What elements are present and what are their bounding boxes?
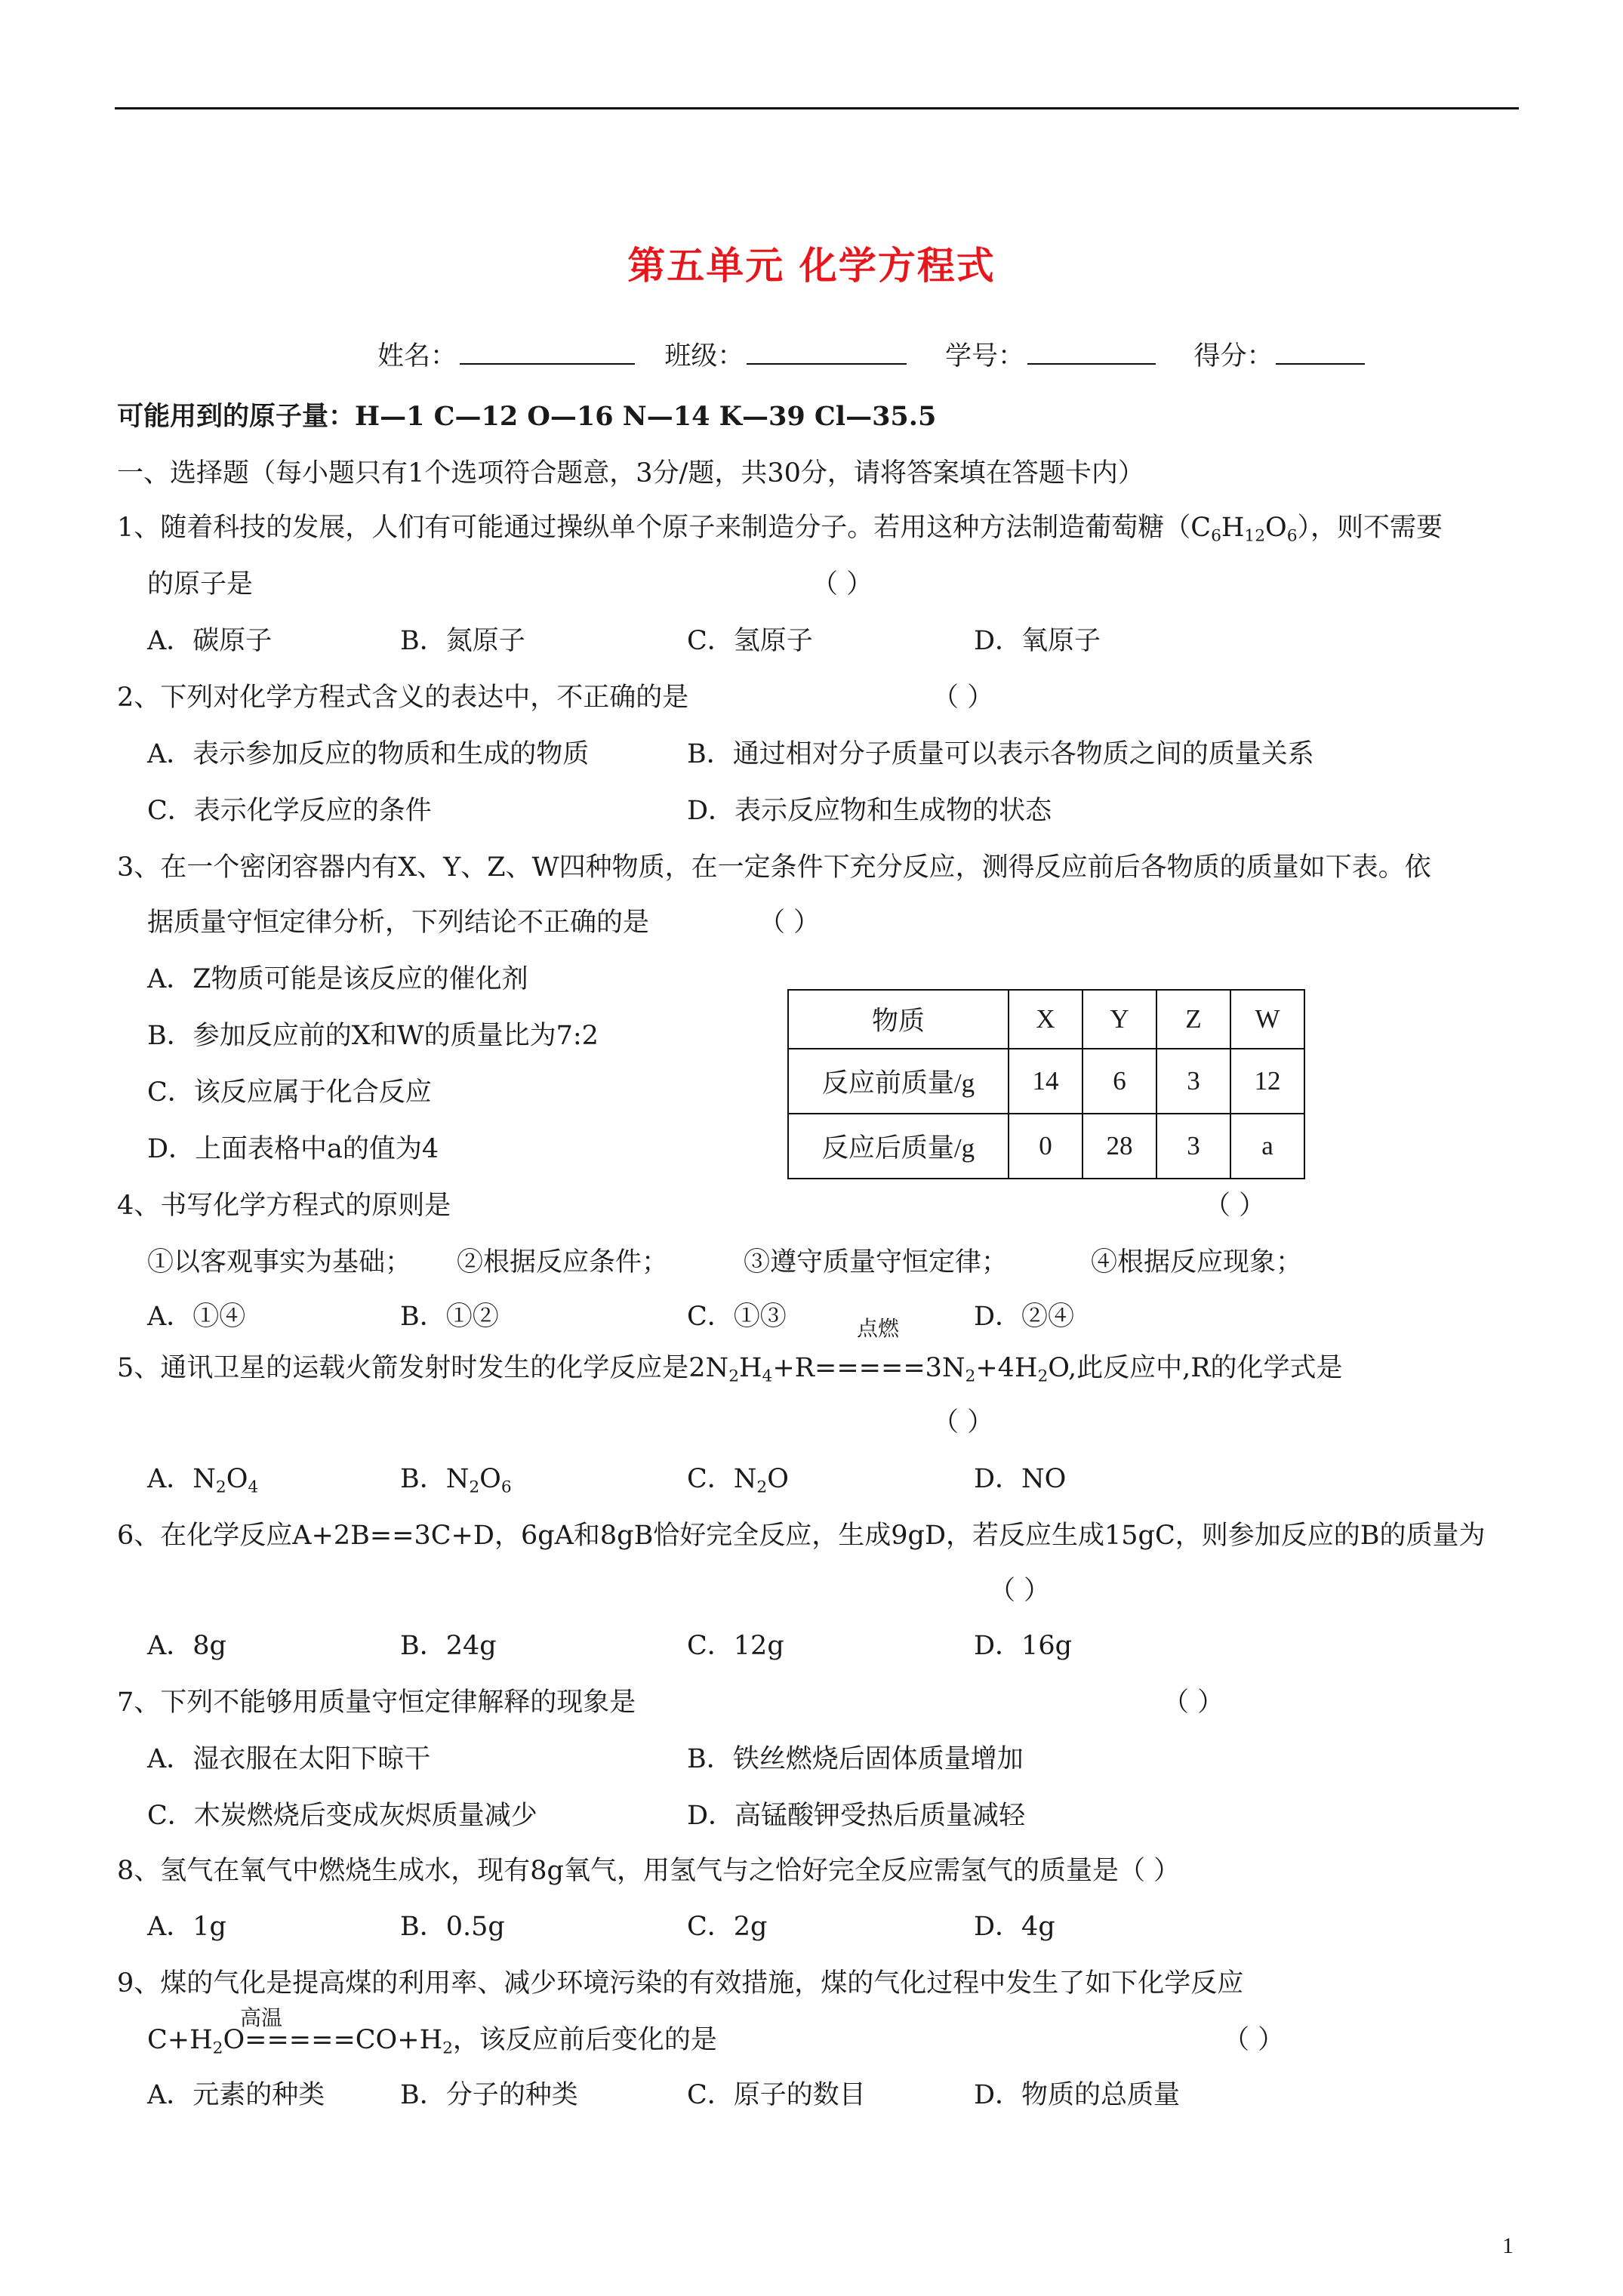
name-field[interactable] bbox=[460, 341, 635, 365]
q3-option-d[interactable]: D．上面表格中a的值为4 bbox=[147, 1134, 439, 1164]
question-9-equation: $C+H_2O=====CO+H_2$，该反应前后变化的是 bbox=[147, 2025, 717, 2058]
table-cell: 3 bbox=[1156, 1049, 1230, 1114]
table-row bbox=[788, 1049, 1304, 1114]
q8-option-c[interactable]: C．2g bbox=[687, 1912, 768, 1942]
q8-option-b[interactable]: B．0.5g bbox=[400, 1912, 505, 1942]
q9-option-c[interactable]: C．原子的数目 bbox=[687, 2080, 866, 2110]
table-cell: X bbox=[1009, 990, 1083, 1049]
q3-option-c[interactable]: C．该反应属于化合反应 bbox=[147, 1077, 432, 1108]
q7-option-b[interactable]: B．铁丝燃烧后固体质量增加 bbox=[687, 1744, 1024, 1774]
table-cell: 28 bbox=[1083, 1114, 1156, 1179]
q1-option-d[interactable]: D．氧原子 bbox=[974, 626, 1101, 656]
question-9-answer-paren[interactable]: （ ） bbox=[1223, 2025, 1285, 2055]
q2-option-b[interactable]: B．通过相对分子质量可以表示各物质之间的质量关系 bbox=[687, 739, 1314, 769]
question-6-answer-paren[interactable]: （ ） bbox=[989, 1576, 1051, 1606]
q5-reaction-condition: 点燃 bbox=[857, 1316, 900, 1341]
question-4-stem: 4、书写化学方程式的原则是 bbox=[117, 1191, 451, 1221]
q7-option-a[interactable]: A．湿衣服在太阳下晾干 bbox=[147, 1744, 431, 1774]
q5-option-c[interactable]: C．$N_2O$ bbox=[687, 1464, 789, 1497]
q9-reaction-condition: 高温 bbox=[240, 2005, 283, 2030]
question-6-stem: 6、在化学反应A+2B==3C+D，6gA和8gB恰好完全反应，生成9gD，若反应生成15gC，则参加反应的B的质量为 bbox=[117, 1521, 1486, 1551]
question-8-stem: 8、氢气在氧气中燃烧生成水，现有8g氧气，用氢气与之恰好完全反应需氢气的质量是（ ） bbox=[117, 1856, 1181, 1886]
table-cell: 12 bbox=[1230, 1049, 1304, 1114]
mass-table bbox=[787, 989, 1305, 1179]
question-1-stem: 1、随着科技的发展，人们有可能通过操纵单个原子来制造分子。若用这种方法制造葡萄糖$(C_6H_{12}O_6)$，则不需要 bbox=[117, 513, 1443, 546]
q4-item-3: ③遵守质量守恒定律； bbox=[744, 1247, 1009, 1277]
q1-option-b[interactable]: B．氮原子 bbox=[400, 626, 525, 656]
question-1-answer-paren[interactable]: （ ） bbox=[812, 569, 873, 599]
name-label: 姓名： bbox=[377, 341, 457, 371]
q6-option-c[interactable]: C．12g bbox=[687, 1631, 784, 1661]
q7-option-d[interactable]: D．高锰酸钾受热后质量减轻 bbox=[687, 1801, 1026, 1831]
table-header-row bbox=[788, 990, 1304, 1049]
question-4-answer-paren[interactable]: （ ） bbox=[1204, 1191, 1266, 1221]
question-1-stem-cont: 的原子是 bbox=[147, 569, 254, 599]
question-5-answer-paren[interactable]: （ ） bbox=[932, 1407, 994, 1438]
question-5-stem: 5、通讯卫星的运载火箭发射时发生的化学反应是$2N_2H_4+R=====3N_2+4H_2O$,此反应中,R的化学式是 bbox=[117, 1353, 1343, 1386]
page-number: 1 bbox=[1502, 2233, 1514, 2258]
question-3-answer-paren[interactable]: （ ） bbox=[759, 908, 821, 938]
q9-option-b[interactable]: B．分子的种类 bbox=[400, 2080, 578, 2110]
q4-item-2: ②根据反应条件； bbox=[457, 1247, 669, 1277]
table-cell: 反应后质量/g bbox=[788, 1114, 1009, 1179]
score-label: 得分： bbox=[1193, 341, 1273, 371]
q3-option-b[interactable]: B．参加反应前的X和W的质量比为7:2 bbox=[147, 1021, 599, 1051]
question-9-stem: 9、煤的气化是提高煤的利用率、减少环境污染的有效措施，煤的气化过程中发生了如下化学反应 bbox=[117, 1968, 1244, 1999]
q2-option-a[interactable]: A．表示参加反应的物质和生成的物质 bbox=[147, 739, 590, 769]
number-field[interactable] bbox=[1027, 341, 1156, 365]
q8-option-d[interactable]: D．4g bbox=[974, 1912, 1055, 1942]
q2-option-d[interactable]: D．表示反应物和生成物的状态 bbox=[687, 796, 1052, 826]
q1-option-a[interactable]: A．碳原子 bbox=[147, 626, 273, 656]
q7-option-c[interactable]: C．木炭燃烧后变成灰烬质量减少 bbox=[147, 1801, 537, 1831]
q5-option-a[interactable]: A．$N_2O_4$ bbox=[147, 1464, 259, 1497]
atomic-masses: 可能用到的原子量：H—1 C—12 O—16 N—14 K—39 Cl—35.5 bbox=[117, 401, 937, 432]
q4-item-1: ①以客观事实为基础； bbox=[147, 1247, 412, 1277]
q4-option-a[interactable]: A．①④ bbox=[147, 1302, 246, 1332]
q2-option-c[interactable]: C．表示化学反应的条件 bbox=[147, 796, 432, 826]
table-cell: 14 bbox=[1009, 1049, 1083, 1114]
question-2-stem: 2、下列对化学方程式含义的表达中，不正确的是 bbox=[117, 683, 689, 713]
q1-option-c[interactable]: C．氢原子 bbox=[687, 626, 813, 656]
q3-option-a[interactable]: A．Z物质可能是该反应的催化剂 bbox=[147, 964, 528, 994]
q8-option-a[interactable]: A．1g bbox=[147, 1912, 226, 1942]
score-field[interactable] bbox=[1276, 341, 1365, 365]
q4-item-4: ④根据反应现象； bbox=[1091, 1247, 1303, 1277]
question-7-answer-paren[interactable]: （ ） bbox=[1163, 1687, 1224, 1718]
student-info-line bbox=[377, 340, 1369, 373]
table-cell: W bbox=[1230, 990, 1304, 1049]
q6-option-b[interactable]: B．24g bbox=[400, 1631, 497, 1661]
section-heading: 一、选择题（每小题只有1个选项符合题意，3分/题，共30分，请将答案填在答题卡内） bbox=[117, 458, 1144, 488]
class-label: 班级： bbox=[664, 341, 744, 371]
header-rule bbox=[115, 107, 1519, 109]
page-title: 第五单元 化学方程式 bbox=[627, 244, 996, 288]
q4-option-d[interactable]: D．②④ bbox=[974, 1302, 1075, 1332]
q5-option-b[interactable]: B．$N_2O_6$ bbox=[400, 1464, 512, 1497]
table-cell: 3 bbox=[1156, 1114, 1230, 1179]
q4-option-b[interactable]: B．①② bbox=[400, 1302, 499, 1332]
q5-option-d[interactable]: D．NO bbox=[974, 1464, 1067, 1494]
table-cell: 0 bbox=[1009, 1114, 1083, 1179]
q9-option-a[interactable]: A．元素的种类 bbox=[147, 2080, 325, 2110]
q6-option-d[interactable]: D．16g bbox=[974, 1631, 1073, 1661]
number-label: 学号： bbox=[944, 341, 1024, 371]
question-7-stem: 7、下列不能够用质量守恒定律解释的现象是 bbox=[117, 1687, 636, 1718]
table-cell: 反应前质量/g bbox=[788, 1049, 1009, 1114]
question-3-stem: 3、在一个密闭容器内有X、Y、Z、W四种物质，在一定条件下充分反应，测得反应前后各物质的质量如下表。依 bbox=[117, 852, 1431, 883]
q9-option-d[interactable]: D．物质的总质量 bbox=[974, 2080, 1181, 2110]
class-field[interactable] bbox=[747, 341, 907, 365]
table-cell: a bbox=[1230, 1114, 1304, 1179]
table-cell: 6 bbox=[1083, 1049, 1156, 1114]
question-3-stem-cont: 据质量守恒定律分析，下列结论不正确的是 bbox=[147, 908, 650, 938]
table-cell: Z bbox=[1156, 990, 1230, 1049]
table-cell: Y bbox=[1083, 990, 1156, 1049]
question-2-answer-paren[interactable]: （ ） bbox=[932, 683, 994, 713]
q4-option-c[interactable]: C．①③ bbox=[687, 1302, 787, 1332]
table-cell: 物质 bbox=[788, 990, 1009, 1049]
table-row bbox=[788, 1114, 1304, 1179]
q6-option-a[interactable]: A．8g bbox=[147, 1631, 226, 1661]
